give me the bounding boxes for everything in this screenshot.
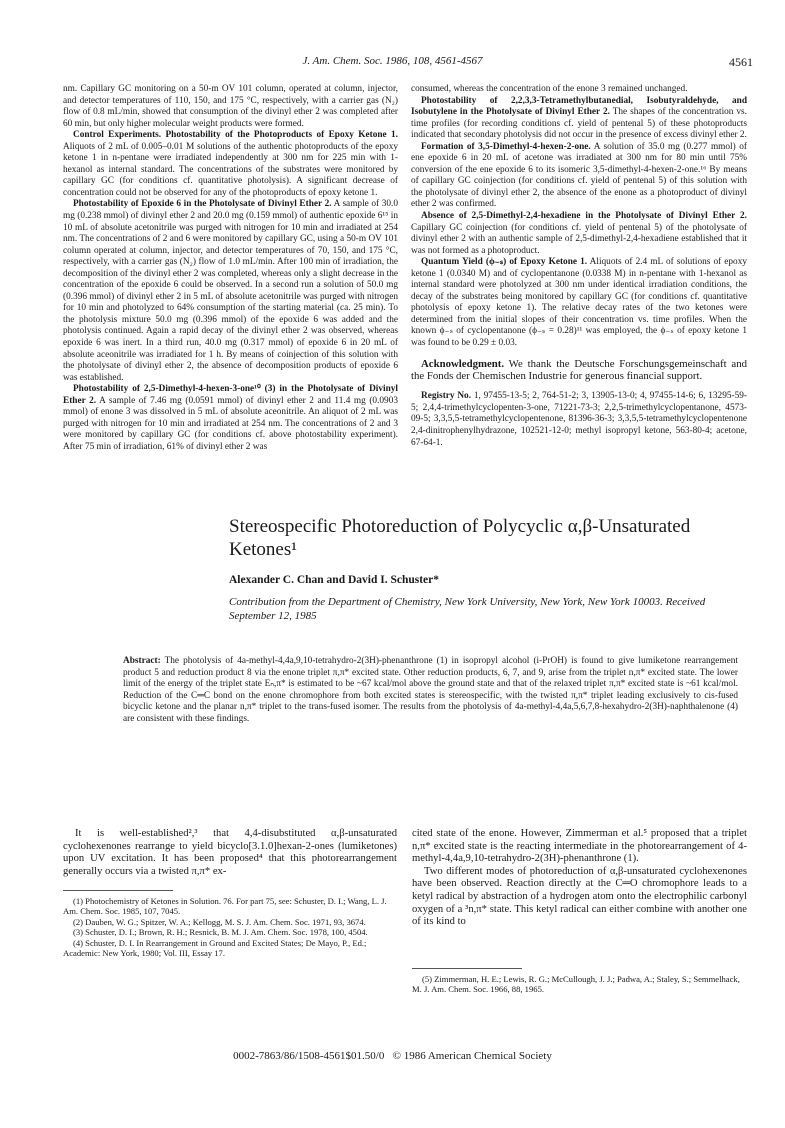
registry-heading: Registry No. (421, 391, 472, 402)
section-heading: Photostability of Epoxide 6 in the Photolysate of Divinyl Ether 2. (73, 199, 332, 210)
footnote: (1) Photochemistry of Ketones in Solution. 76. For part 75, see: Schuster, D. I.; Wang, L. J. Am. Chem. Soc. 1985, 107, 7045. (63, 896, 387, 917)
body-paragraph: cited state of the enone. However, Zimmerman et al.⁵ proposed that a triplet n,π* excited state is the reacting intermediate in the photorearrangement of 4-methyl-4,4a,9,10-tetrahydro-2(3H)-phenanthrone (1). (412, 828, 747, 865)
footnote: (4) Schuster, D. I. In Rearrangement in Ground and Excited States; De Mayo, P., Ed.; Academic: New York, 1980; Vol. III, Essay 17. (63, 937, 367, 959)
copyright-footer: 0002-7863/86/1508-4561$01.50/0 © 1986 American Chemical Society (233, 1050, 552, 1062)
abstract (123, 656, 738, 726)
paragraph-text: A sample of 30.0 mg (0.238 mmol) of divinyl ether 2 and 20.0 mg (0.159 mmol) of authentic epoxide 6¹⁵ in 10 mL of absolute acetonitrile was purged with nitrogen for 10 min and irradiated at 254 nm. The concentrations of 2 and 6 were monitored by capillary GC, using a 50-m OV 101 column operated at column, injector, and detector temperatures of 70, 150, and 175 °C, respectively, with a carrier gas (N₂) flow of 1.0 mL/min. After 100 min of irradiation, the decomposition of the divinyl ether 2 was completed, whereas only a slight decrease in the concentration of the epoxide 6 could be observed. In a second run a solution of 50.0 mg (0.396 mmol) of divinyl ether 2 in 5 mL of absolute acetonitrile was purged with nitrogen for 10 min and photolyzed to 64% consumption of the starting material (ca. 25 min). To the photolysis mixture 50.0 mg (0.396 mmol) of the epoxide 6 was added and the photolysis continued. Again a rapid decay of the divinyl ether 2 was observed, whereas epoxide 6 was inert. In a third run, 40.0 mg (0.317 mmol) of epoxide 6 in 20 mL of absolute aceonitrile was irradiated for 1 h. By means of coinjection of this solution with the photolysate of divinyl ether 2, the absence of decomposition products of epoxide 6 was established. (63, 199, 398, 383)
footnotes-right (412, 974, 747, 995)
right-paragraph-3 (411, 142, 747, 211)
registry-numbers (411, 391, 747, 449)
paragraph-text: Capillary GC coinjection (for conditions cf. yield of pentenal 5) of the photolysate of divinyl ether 2 with an authentic sample of 2,5-dimethyl-2,4-hexadiene established that it was not formed as a photoproduct. (411, 222, 747, 256)
body-paragraph: It is well-established²,³ that 4,4-disubstituted α,β-unsaturated cyclohexenones rearrange to yield bicyclo[3.1.0]hexan-2-ones (lumiketones) upon UV excitation. It has been proposed⁴ that this photorearrangement generally occurs via a twisted π,π* ex- (63, 828, 397, 877)
left-paragraph-4 (63, 384, 398, 453)
abstract-label: Abstract: (123, 656, 161, 666)
footnote-divider (412, 968, 522, 969)
article-authors: Alexander C. Chan and David I. Schuster* (229, 574, 440, 586)
footnote: (2) Dauben, W. G.; Spitzer, W. A.; Kellogg, M. S. J. Am. Chem. Soc. 1971, 93, 3674. (73, 916, 366, 927)
right-column (411, 84, 747, 449)
running-header: J. Am. Chem. Soc. 1986, 108, 4561-4567 (302, 55, 483, 67)
acknowledgment-text: We thank the Deutsche Forschungsgemeinschaft and the Fonds der Chemischen Industrie for generous financial support. (411, 357, 747, 382)
body-paragraph: Two different modes of photoreduction of α,β-unsaturated cyclohexenones have been observed. Reaction directly at the C═O chromophore leads to a ketyl radical by abstraction of a hydrogen atom onto the electrophilic carbonyl oxygen of a ³n,π* state. This ketyl radical can either combine with another one of its kind to (412, 865, 747, 928)
right-paragraph-4 (411, 211, 747, 257)
left-column (63, 84, 398, 454)
section-heading: Quantum Yield (ϕ₋ₛ) of Epoxy Ketone 1. (421, 257, 588, 268)
article-title: Stereospecific Photoreduction of Polycyclic α,β-Unsaturated Ketones¹ (229, 516, 691, 560)
paragraph-text: A solution of 35.0 mg (0.277 mmol) of ene epoxide 6 in 20 mL of acetone was irradiated at 300 nm for 80 min until 75% conversion of the ene epoxide 6 to its isomeric 3,5-dimethyl-4-hexen-2-one.¹⁶ By means of capillary GC coinjection (for conditions cf. yield of pentenal 5) of this solution with the photolysate of divinyl ether 2, the absence of the enone as a photoproduct of divinyl ether 2 was confirmed. (411, 141, 748, 210)
left-paragraph-3 (63, 199, 398, 384)
acknowledgment-heading: Acknowledgment. (421, 357, 505, 370)
footnote: (5) Zimmerman, H. E.; Lewis, R. G.; McCullough, J. J.; Padwa, A.; Staley, S.; Semmelhack, M. J. Am. Chem. Soc. 1966, 88, 1965. (412, 974, 740, 995)
left-paragraph-1: nm. Capillary GC monitoring on a 50-m OV 101 column, operated at column, injector, and detector temperatures of 110, 150, and 175 °C, respectively, with a carrier gas (N₂) flow of 0.8 mL/min, showed that consumption of the divinyl ether 2 was completed after 60 min, but only higher molecular weight products were formed. (63, 84, 398, 129)
footnotes-left (63, 896, 397, 958)
acknowledgment (411, 358, 747, 383)
article-affiliation: Contribution from the Department of Chemistry, New York University, New York, New York 10003. Received September 12, 1985 (229, 596, 706, 622)
right-paragraph-1: consumed, whereas the concentration of the enone 3 remained unchanged. (411, 84, 688, 94)
section-heading: Control Experiments. Photostability of the Photoproducts of Epoxy Ketone 1. (73, 130, 398, 141)
body-right-column (412, 828, 747, 929)
page-number: 4561 (729, 55, 753, 69)
paragraph-text: The shapes of the concentration vs. time profiles (for recording conditions cf. yield of pentenal 5) of these photoproducts indicated that secondary photolysis did not occur in the presence of excess divinyl ether 2. (411, 107, 747, 141)
section-heading: Formation of 3,5-Dimethyl-4-hexen-2-one. (421, 141, 591, 152)
registry-text: 1, 97455-13-5; 2, 764-51-2; 3, 13905-13-0; 4, 97455-14-6; 6, 13295-59-5; 2,4,4-trimethylcyclopenten-3-one, 71221-73-3; 2,2,5-trimethylcyclopentanone, 4573-09-5; 3,3,5,5-tetramethylcyclopentenone, 81396-36-3; 3,3,5,5-tetramethylcyclopentenone 2,4-dinitrophenylhydrazone, 102521-12-0; methyl isopropyl ketone, 563-80-4; acetone, 67-64-1. (411, 391, 747, 448)
paragraph-text: A sample of 7.46 mg (0.0591 mmol) of divinyl ether 2 and 11.4 mg (0.0903 mmol) of enone 3 was dissolved in 5 mL of absolute aceonitrile. An aliquot of 2 mL was purged with nitrogen for 10 min and irradiated at 254 nm. The concentrations of 2 and 3 were monitored by capillary GC (for conditions cf. above photostability experiment). After 75 min of irradiation, 61% of divinyl ether 2 was (63, 395, 398, 452)
right-paragraph-5 (411, 257, 747, 349)
left-paragraph-2 (63, 130, 398, 199)
section-heading: Absence of 2,5-Dimethyl-2,4-hexadiene in the Photolysate of Divinyl Ether 2. (421, 211, 747, 222)
abstract-text: The photolysis of 4a-methyl-4,4a,9,10-tetrahydro-2(3H)-phenanthrone (1) in isopropyl alcohol (i-PrOH) is found to give lumiketone rearrangement product 5 and reduction product 8 via the enone triplet π,π* excited state. Other reduction products, 6, 7, and 9, arise from the triplet n,π* excited state. The lower limit of the energy of the triplet state Eₙ,π* is estimated to be ~67 kcal/mol above the ground state and that of the relaxed triplet π,π* excited state is ~61 kcal/mol. Reduction of the C═C bond on the enone chromophore from both excited states is stereospecific, with the twisted π,π* triplet leading exclusively to cis-fused bicyclic ketone and the planar n,π* triplet to the trans-fused isomer. The results from the photolysis of 4a-methyl-4,4a,5,6,7,8-hexahydro-2(3H)-naphthalenone (4) are consistent with these findings. (123, 656, 738, 724)
section-heading: Photostability of 2,5-Dimethyl-4-hexen-3-one¹⁰ (3) in the Photolysate of Divinyl Ether 2. (63, 384, 398, 406)
section-heading: Photostability of 2,2,3,3-Tetramethylbutanedial, Isobutyraldehyde, and Isobutylene in the Photolysate of Divinyl Ether 2. (411, 95, 747, 118)
footnote-divider (63, 890, 173, 891)
paragraph-text: Aliquots of 2 mL of 0.005–0.01 M solutions of the authentic photoproducts of the epoxy ketone 1 in n-pentane were irradiated independently at 300 nm for 225 min with 1-hexanol as internal standard. The concentrations of the substrates were monitored by capillary GC (for conditions cf. quantitative photolysis). A significant decrease of concentration could not be observed for any of the photoproducts of epoxy ketone 1. (63, 141, 398, 198)
body-left-column (63, 828, 397, 878)
right-paragraph-2 (411, 96, 747, 142)
paragraph-text: Aliquots of 2.4 mL of solutions of epoxy ketone 1 (0.0340 M) and of cyclopentanone (0.0338 M) in n-pentane with 1-hexanol as internal standard were photolyzed at 300 nm under identical irradiation conditions, the decay of the substrates being monitored by capillary GC (for conditions cf. quantitative photolysis of epoxy ketone 1). The relative decay rates of the two ketones were determined from the initial slopes of their concentration vs. time profiles. When the known ϕ₋ₛ of cyclopentanone (ϕ₋ₛ = 0.28)¹¹ was employed, the ϕ₋ₛ of epoxy ketone 1 was found to be 0.29 ± 0.03. (411, 257, 748, 349)
footnote: (3) Schuster, D. I.; Brown, R. H.; Resnick, B. M. J. Am. Chem. Soc. 1978, 100, 4504. (73, 927, 368, 938)
